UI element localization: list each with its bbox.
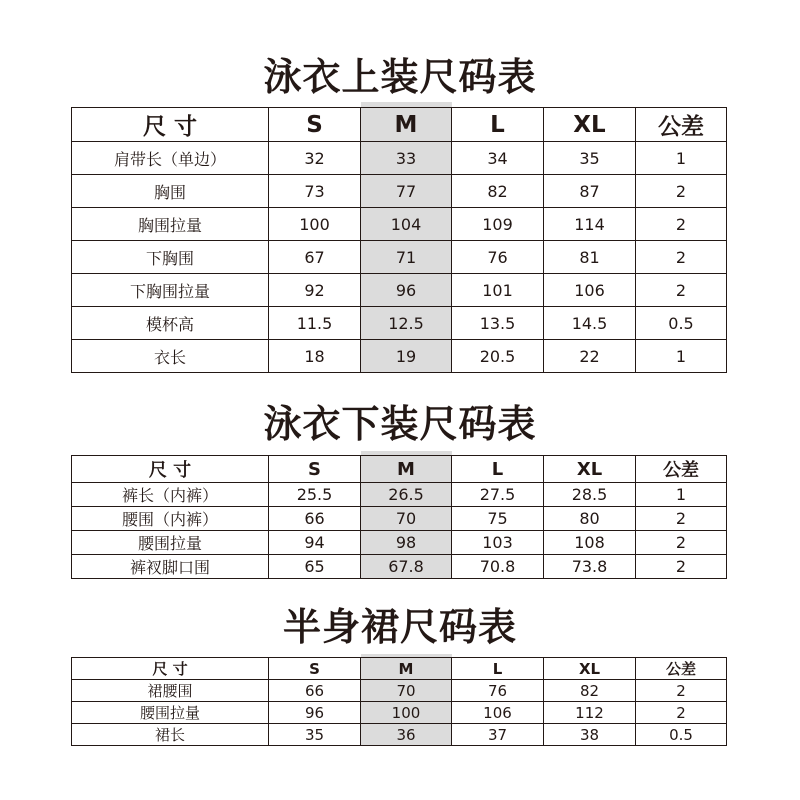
size-table-top (71, 107, 727, 373)
value-cell: 82 (544, 680, 636, 702)
value-cell: 0.5 (636, 307, 727, 340)
value-cell: 92 (269, 274, 361, 307)
value-cell: 18 (269, 340, 361, 373)
value-cell: 34 (452, 142, 544, 175)
table-title: 泳衣下装尺码表 (263, 402, 537, 446)
header-cell: L (452, 456, 544, 483)
header-cell: L (452, 108, 544, 142)
value-cell: 65 (269, 555, 361, 579)
header-cell: M (361, 108, 452, 142)
row-label-cell: 胸围 (72, 175, 269, 208)
value-cell: 98 (361, 531, 452, 555)
header-cell: XL (544, 108, 636, 142)
row-label-cell: 下胸围拉量 (72, 274, 269, 307)
value-cell: 2 (636, 208, 727, 241)
value-cell: 101 (452, 274, 544, 307)
value-cell: 33 (361, 142, 452, 175)
table-title: 半身裙尺码表 (282, 605, 517, 649)
table-row (72, 274, 727, 307)
value-cell: 66 (269, 680, 361, 702)
row-label-cell: 胸围拉量 (72, 208, 269, 241)
size-table-skirt (71, 657, 727, 746)
value-cell: 27.5 (452, 483, 544, 507)
value-cell: 94 (269, 531, 361, 555)
value-cell: 108 (544, 531, 636, 555)
value-cell: 106 (544, 274, 636, 307)
value-cell: 100 (361, 702, 452, 724)
table-row (72, 175, 727, 208)
value-cell: 37 (452, 724, 544, 746)
table-row (72, 702, 727, 724)
header-cell: M (361, 456, 452, 483)
value-cell: 71 (361, 241, 452, 274)
table-body (72, 142, 727, 373)
row-label-cell: 腰围拉量 (72, 531, 269, 555)
row-label-cell: 裤长（内裤） (72, 483, 269, 507)
header-cell: 公差 (636, 456, 727, 483)
value-cell: 77 (361, 175, 452, 208)
table-row (72, 142, 727, 175)
header-cell: 公差 (636, 108, 727, 142)
value-cell: 114 (544, 208, 636, 241)
row-label-cell: 下胸围 (72, 241, 269, 274)
value-cell: 104 (361, 208, 452, 241)
value-cell: 73 (269, 175, 361, 208)
value-cell: 112 (544, 702, 636, 724)
value-cell: 38 (544, 724, 636, 746)
value-cell: 22 (544, 340, 636, 373)
value-cell: 20.5 (452, 340, 544, 373)
value-cell: 96 (269, 702, 361, 724)
table-row (72, 340, 727, 373)
table-row (72, 680, 727, 702)
value-cell: 67.8 (361, 555, 452, 579)
value-cell: 66 (269, 507, 361, 531)
row-label-cell: 衣长 (72, 340, 269, 373)
value-cell: 35 (544, 142, 636, 175)
value-cell: 36 (361, 724, 452, 746)
row-label-cell: 裤衩脚口围 (72, 555, 269, 579)
value-cell: 0.5 (636, 724, 727, 746)
table-body (72, 680, 727, 746)
header-cell: 尺 寸 (72, 108, 269, 142)
value-cell: 14.5 (544, 307, 636, 340)
value-cell: 25.5 (269, 483, 361, 507)
header-cell: 尺 寸 (72, 658, 269, 680)
value-cell: 13.5 (452, 307, 544, 340)
header-cell: XL (544, 658, 636, 680)
header-cell: S (269, 658, 361, 680)
value-cell: 70 (361, 680, 452, 702)
row-label-cell: 肩带长（单边） (72, 142, 269, 175)
value-cell: 87 (544, 175, 636, 208)
value-cell: 82 (452, 175, 544, 208)
value-cell: 2 (636, 680, 727, 702)
header-cell: 尺 寸 (72, 456, 269, 483)
value-cell: 2 (636, 531, 727, 555)
value-cell: 35 (269, 724, 361, 746)
row-label-cell: 腰围拉量 (72, 702, 269, 724)
value-cell: 103 (452, 531, 544, 555)
header-cell: L (452, 658, 544, 680)
value-cell: 76 (452, 680, 544, 702)
value-cell: 2 (636, 241, 727, 274)
value-cell: 73.8 (544, 555, 636, 579)
table-row (72, 483, 727, 507)
value-cell: 75 (452, 507, 544, 531)
value-cell: 2 (636, 702, 727, 724)
value-cell: 81 (544, 241, 636, 274)
table-row (72, 555, 727, 579)
value-cell: 80 (544, 507, 636, 531)
value-cell: 76 (452, 241, 544, 274)
value-cell: 11.5 (269, 307, 361, 340)
value-cell: 1 (636, 142, 727, 175)
value-cell: 28.5 (544, 483, 636, 507)
value-cell: 1 (636, 483, 727, 507)
value-cell: 2 (636, 274, 727, 307)
value-cell: 19 (361, 340, 452, 373)
header-cell: S (269, 456, 361, 483)
value-cell: 26.5 (361, 483, 452, 507)
table-row (72, 724, 727, 746)
value-cell: 2 (636, 507, 727, 531)
value-cell: 106 (452, 702, 544, 724)
table-row (72, 531, 727, 555)
row-label-cell: 模杯高 (72, 307, 269, 340)
table-header-row (72, 658, 727, 680)
value-cell: 2 (636, 175, 727, 208)
row-label-cell: 裙长 (72, 724, 269, 746)
table-header-row (72, 456, 727, 483)
value-cell: 12.5 (361, 307, 452, 340)
header-cell: M (361, 658, 452, 680)
value-cell: 109 (452, 208, 544, 241)
table-header-row (72, 108, 727, 142)
size-table-bottom (71, 455, 727, 579)
table-body (72, 483, 727, 579)
table-row (72, 307, 727, 340)
table-row (72, 241, 727, 274)
value-cell: 1 (636, 340, 727, 373)
header-cell: S (269, 108, 361, 142)
value-cell: 70.8 (452, 555, 544, 579)
table-row (72, 208, 727, 241)
value-cell: 67 (269, 241, 361, 274)
table-row (72, 507, 727, 531)
value-cell: 2 (636, 555, 727, 579)
row-label-cell: 裙腰围 (72, 680, 269, 702)
value-cell: 96 (361, 274, 452, 307)
value-cell: 100 (269, 208, 361, 241)
value-cell: 70 (361, 507, 452, 531)
row-label-cell: 腰围（内裤） (72, 507, 269, 531)
header-cell: XL (544, 456, 636, 483)
table-title: 泳衣上装尺码表 (263, 55, 537, 99)
header-cell: 公差 (636, 658, 727, 680)
value-cell: 32 (269, 142, 361, 175)
